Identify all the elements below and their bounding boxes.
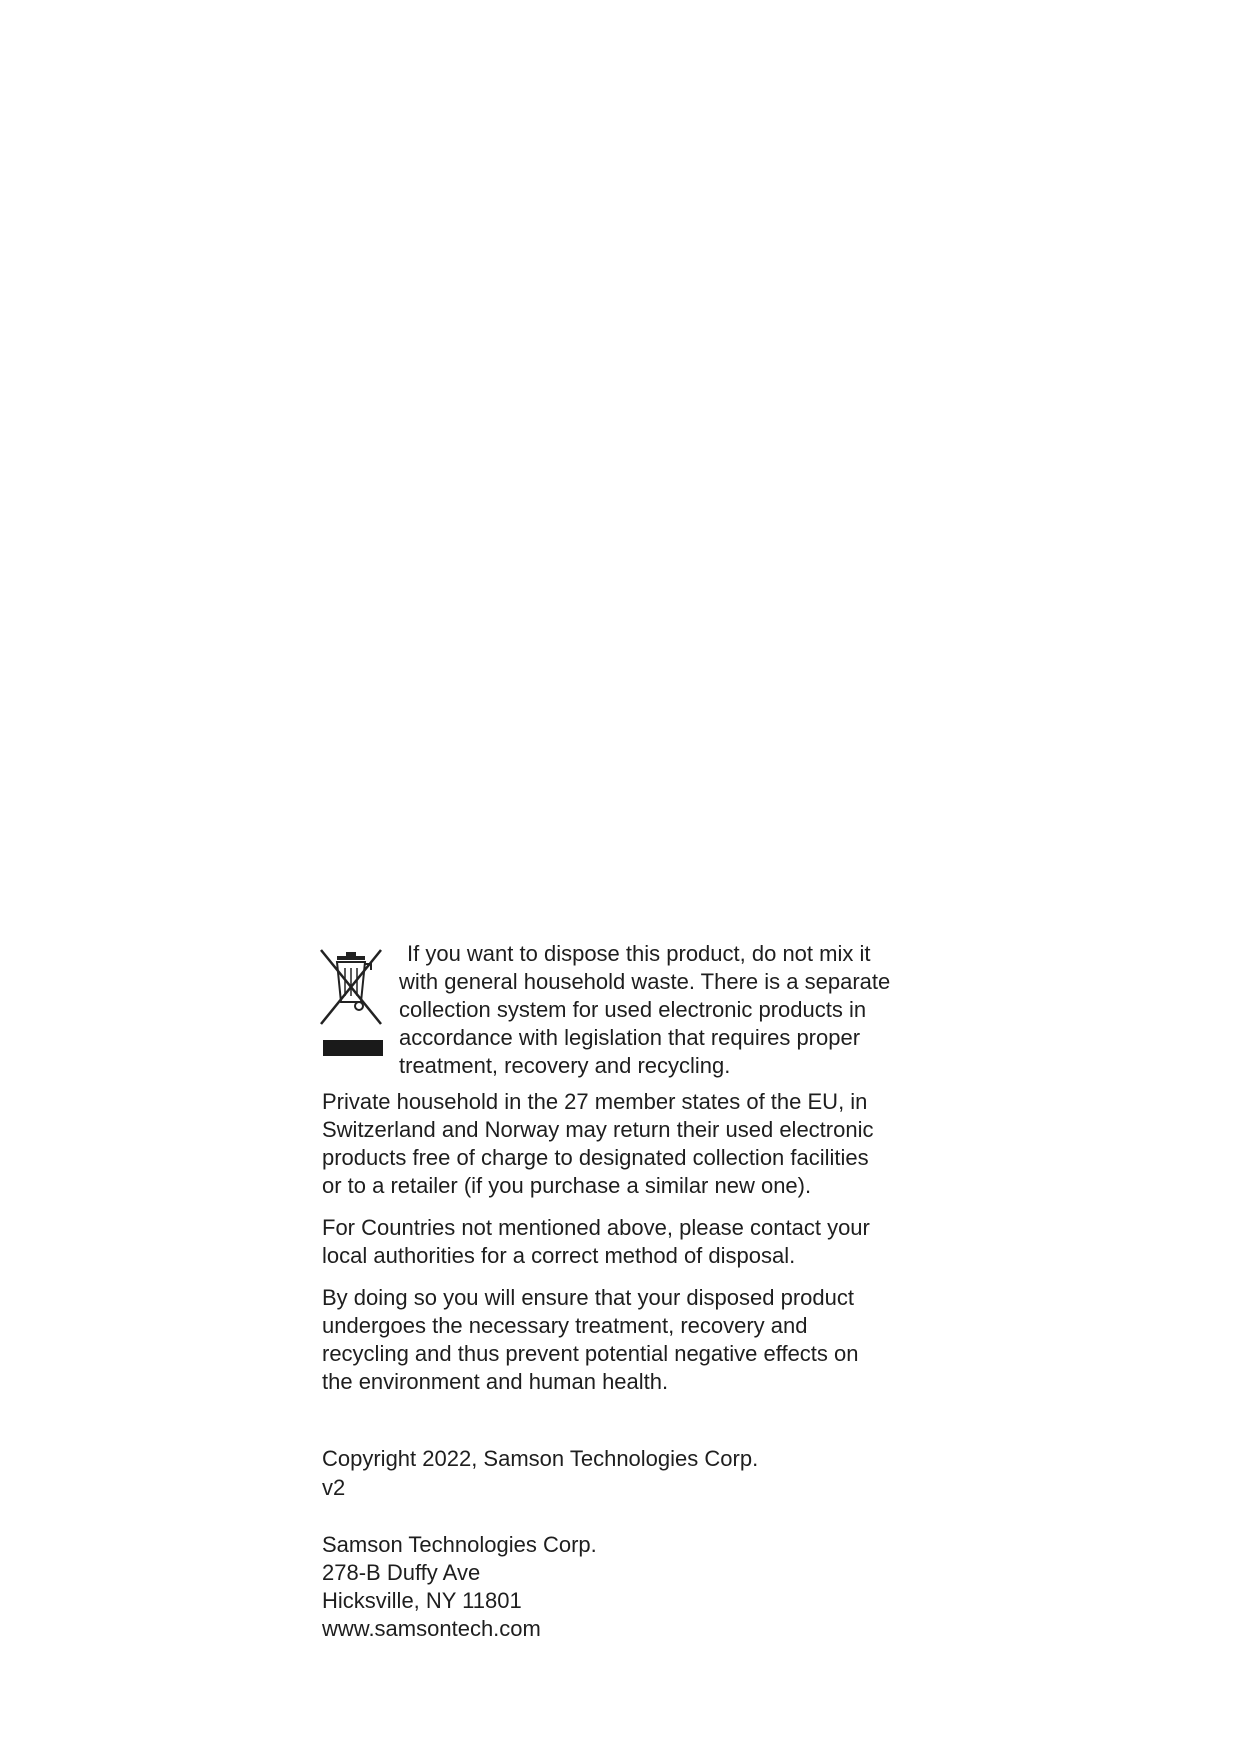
company-name: Samson Technologies Corp. bbox=[322, 1532, 597, 1557]
paragraph-line: By doing so you will ensure that your disposed product bbox=[322, 1285, 854, 1310]
paragraph-line: products free of charge to designated collection facilities bbox=[322, 1145, 869, 1170]
paragraph-line: or to a retailer (if you purchase a similar new one). bbox=[322, 1173, 812, 1198]
paragraph-line: recycling and thus prevent potential negative effects on bbox=[322, 1341, 859, 1366]
company-address bbox=[322, 1531, 922, 1643]
copyright-notice: Copyright 2022, Samson Technologies Corp. bbox=[322, 1446, 759, 1471]
intro-line: If you want to dispose this product, do not mix it bbox=[407, 941, 871, 966]
eu-return-paragraph bbox=[322, 1088, 922, 1200]
other-countries-paragraph bbox=[322, 1214, 922, 1270]
disposal-notice bbox=[322, 940, 922, 1643]
intro-line: accordance with legislation that requires proper bbox=[399, 1025, 861, 1050]
intro-line: collection system for used electronic products in bbox=[399, 997, 867, 1022]
effects-paragraph bbox=[322, 1284, 922, 1396]
city-address: Hicksville, NY 11801 bbox=[322, 1588, 522, 1613]
intro-line: with general household waste. There is a separate bbox=[399, 969, 891, 994]
paragraph-line: For Countries not mentioned above, please contact your bbox=[322, 1215, 870, 1240]
paragraph-line: Switzerland and Norway may return their used electronic bbox=[322, 1117, 874, 1142]
crossed-out-wheelie-bin-icon bbox=[315, 946, 391, 1058]
intro-paragraph bbox=[399, 940, 939, 1080]
paragraph-line: Private household in the 27 member states of the EU, in bbox=[322, 1089, 868, 1114]
copyright-block bbox=[322, 1444, 922, 1502]
intro-line: treatment, recovery and recycling. bbox=[399, 1053, 731, 1078]
paragraph-line: local authorities for a correct method of disposal. bbox=[322, 1243, 796, 1268]
version-label: v2 bbox=[322, 1475, 346, 1500]
website-link[interactable]: www.samsontech.com bbox=[322, 1616, 541, 1641]
paragraph-line: the environment and human health. bbox=[322, 1369, 669, 1394]
street-address: 278-B Duffy Ave bbox=[322, 1560, 481, 1585]
paragraph-line: undergoes the necessary treatment, recovery and bbox=[322, 1313, 808, 1338]
weee-section bbox=[322, 940, 922, 1088]
